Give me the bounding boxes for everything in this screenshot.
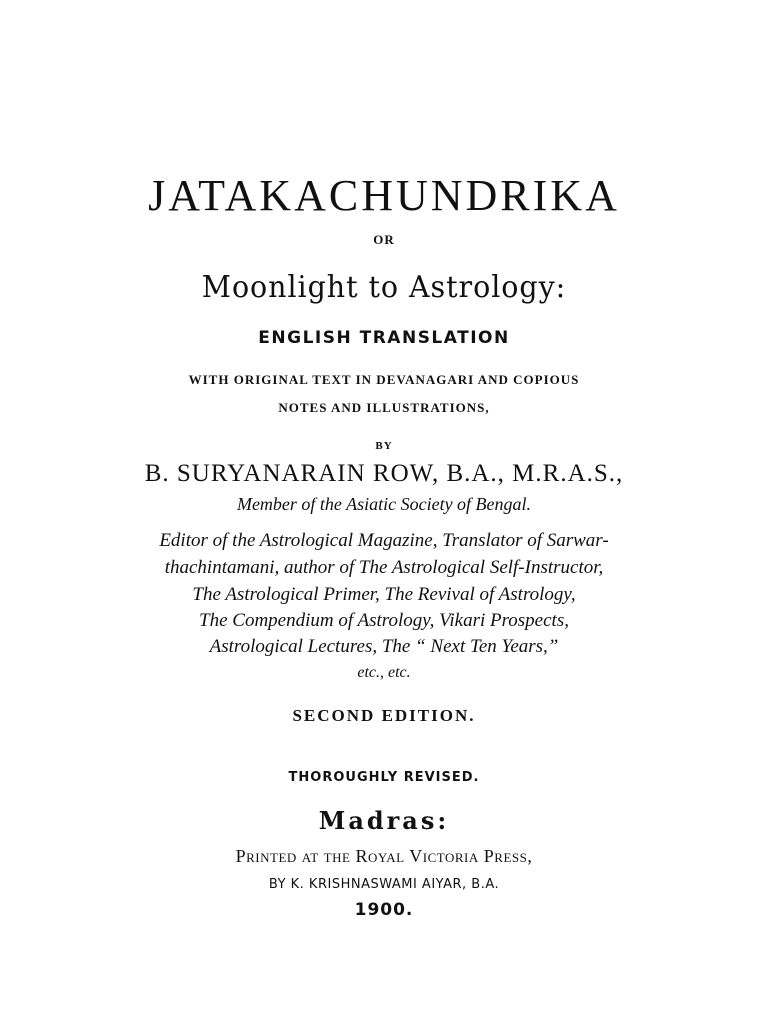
printer-press: Printed at the Royal Victoria Press, [235,846,533,866]
description-line-2: NOTES AND ILLUSTRATIONS, [278,400,490,415]
edition-label: SECOND EDITION. [292,706,476,725]
title-conjunction: OR [373,232,395,247]
author-credit-line: Astrological Lectures, The “ Next Ten Years,” [209,636,559,657]
author-credit-line: etc., etc. [357,664,411,681]
author-credit-line: Editor of the Astrological Magazine, Translator of Sarwar- [159,530,609,551]
by-label: BY [375,440,393,452]
book-title: JATAKACHUNDRIKA [148,171,620,220]
revision-label: THOROUGHLY REVISED. [288,770,480,785]
author-credit-line: The Astrological Primer, The Revival of Astrology, [192,584,576,605]
author-credit-line: The Compendium of Astrology, Vikari Prospects, [199,610,569,631]
publication-place: Madras: [318,806,450,835]
author-membership: Member of the Asiatic Society of Bengal. [236,494,532,514]
author-credit-line: thachintamani, author of The Astrological Self-Instructor, [164,557,604,578]
translation-note: ENGLISH TRANSLATION [258,328,510,348]
book-subtitle: Moonlight to Astrology: [201,270,567,305]
description-line-1: WITH ORIGINAL TEXT IN DEVANAGARI AND COPIOUS [188,372,580,387]
author-name: B. SURYANARAIN ROW, B.A., M.R.A.S., [144,460,624,487]
publication-year: 1900. [354,900,414,920]
printer-name: BY K. KRISHNASWAMI AIYAR, B.A. [268,877,500,892]
